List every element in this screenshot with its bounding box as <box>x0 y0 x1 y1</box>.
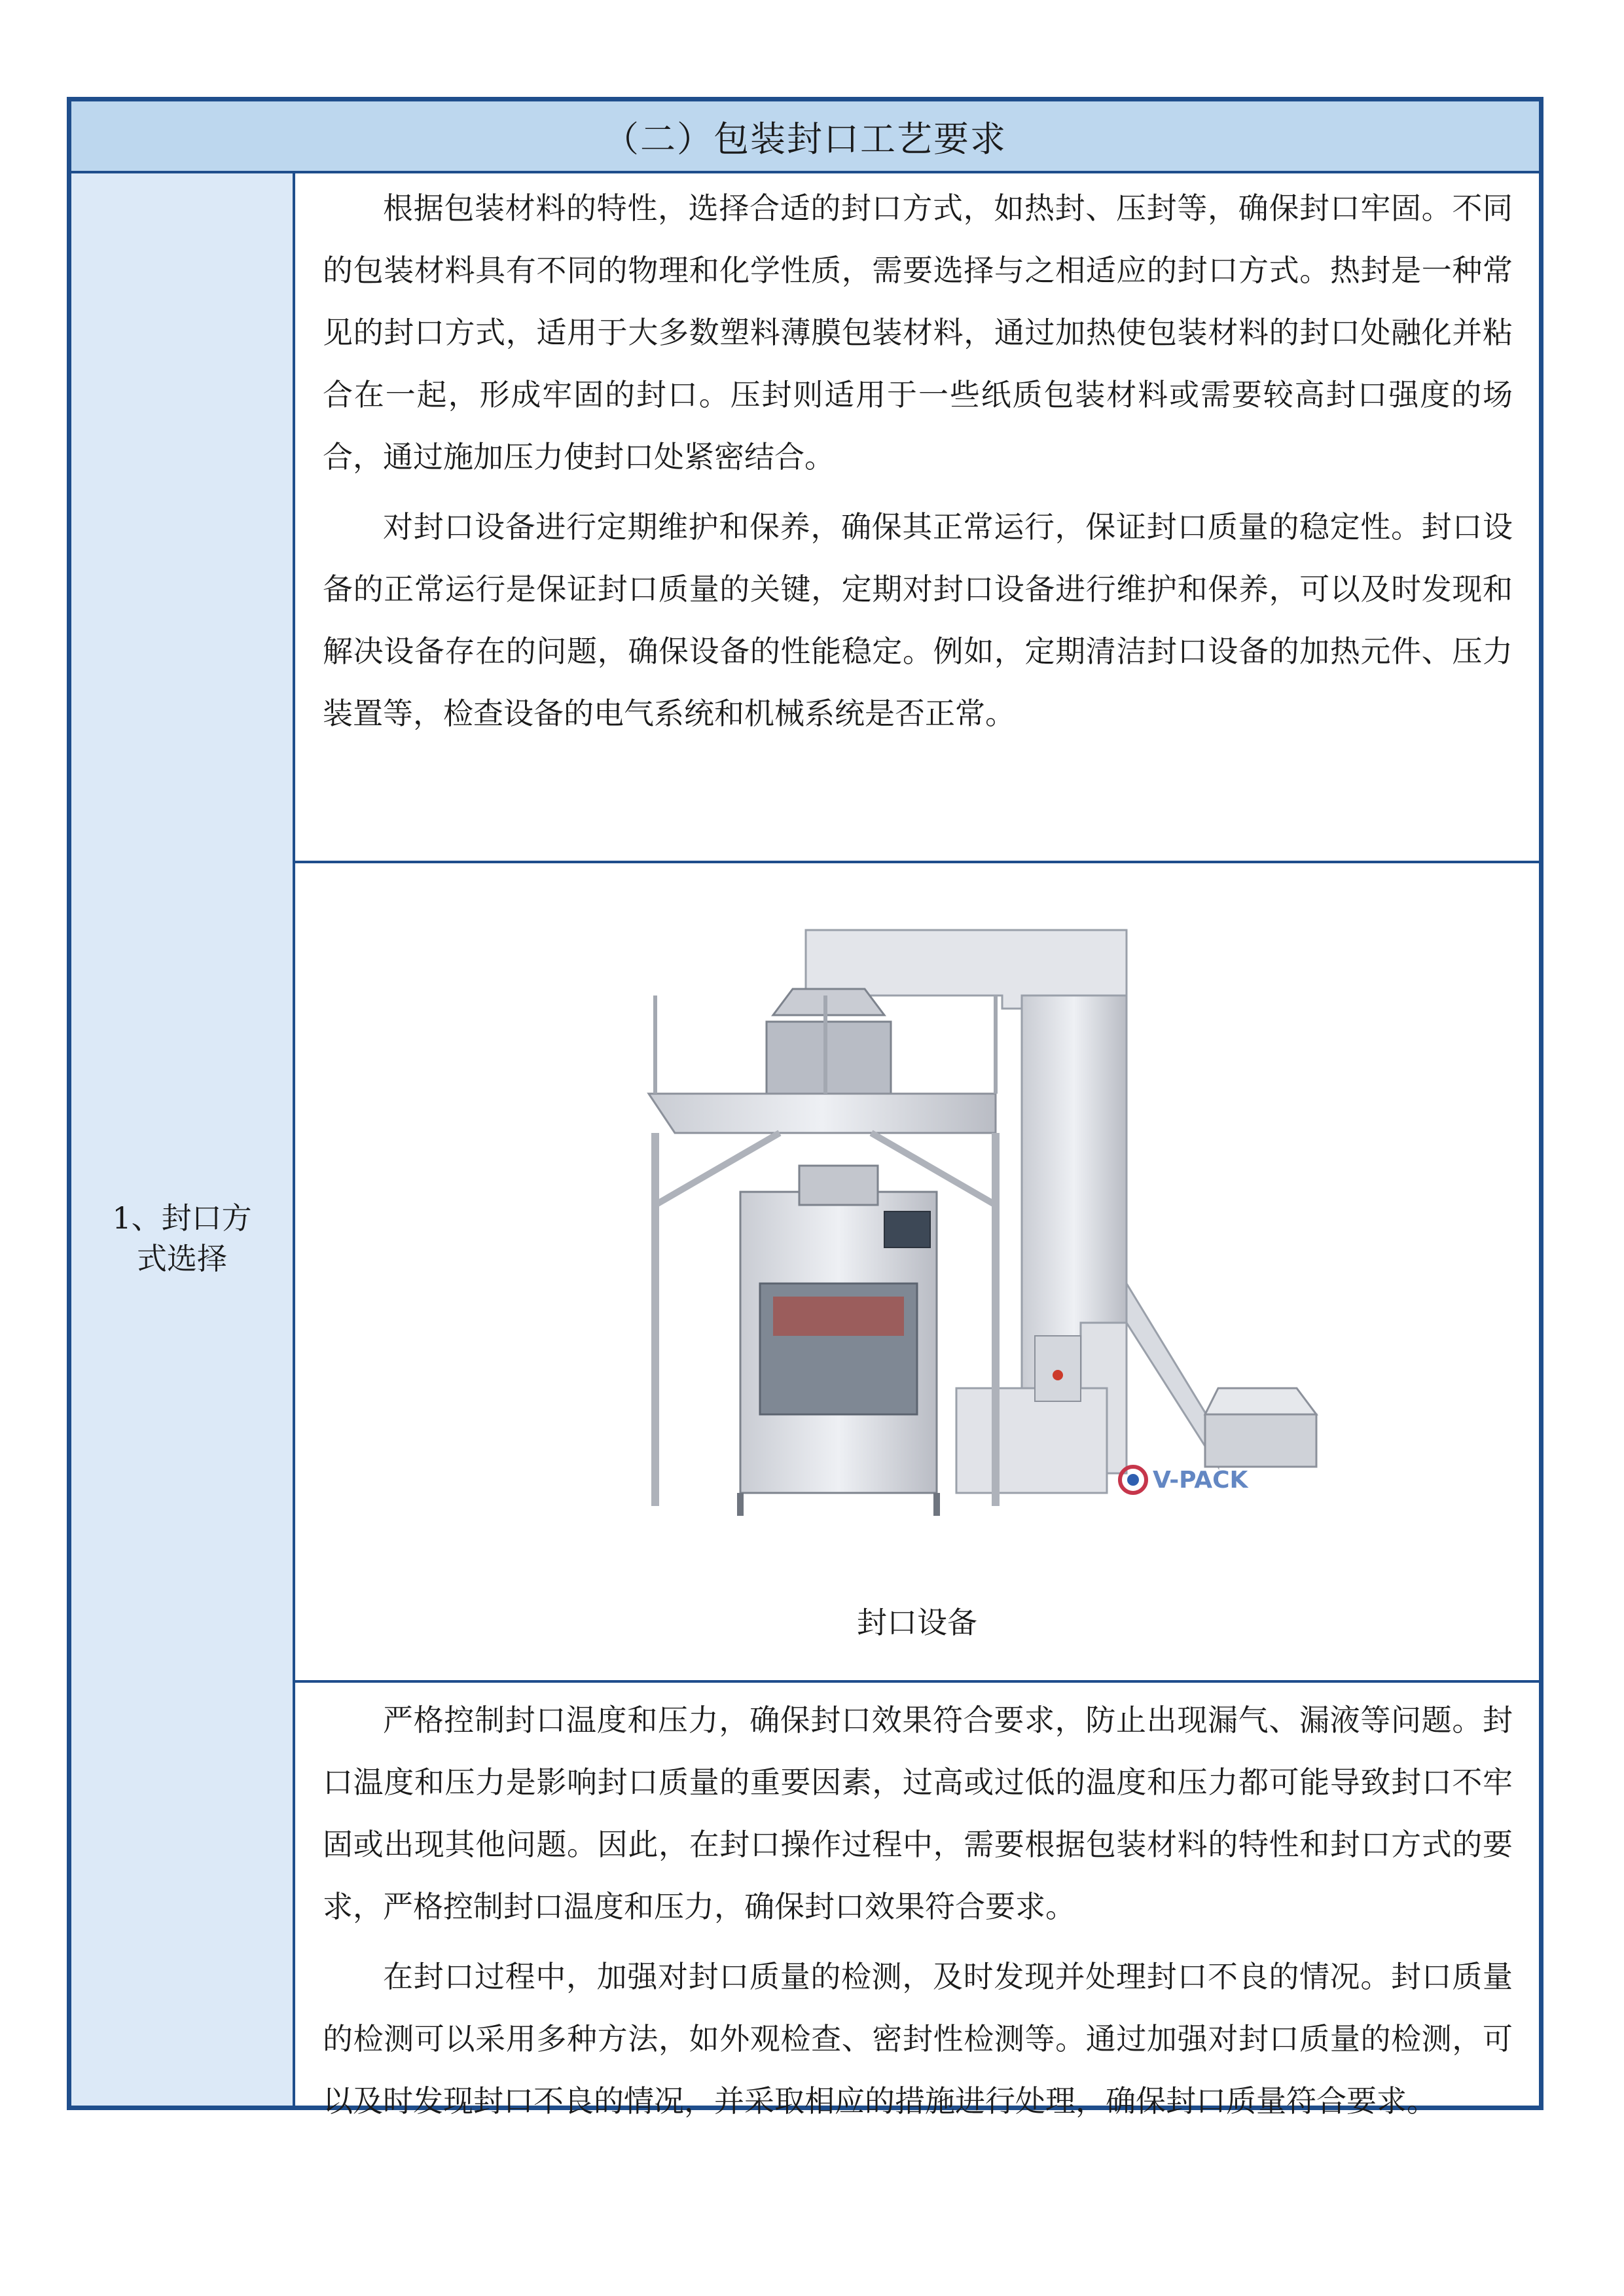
figure-caption: 封口设备 <box>857 1605 977 1640</box>
vpack-watermark <box>1120 1467 1249 1494</box>
process-table <box>67 97 1543 2119</box>
label-column <box>71 173 295 2106</box>
text-block-2 <box>295 1685 1539 2119</box>
row-label-line1: 1、封口方 <box>112 1200 252 1236</box>
row-label-line2: 式选择 <box>137 1241 227 1276</box>
text-block-1 <box>295 173 1539 863</box>
row-label <box>71 1198 293 1279</box>
paragraph: 在封口过程中，加强对封口质量的检测，及时发现并处理封口不良的情况。封口质量的检测可以采用多种方法，如外观检查、密封性检测等。通过加强对封口质量的检测，可以及时发现封口不良的情况，并采取相应的措施进行处理，确保封口质量符合要求。 <box>323 1959 1513 2119</box>
section-title: （二）包装封口工艺要求 <box>71 101 1539 173</box>
figure-cell <box>295 866 1539 1683</box>
packing-machine <box>740 1166 937 1516</box>
paragraph: 根据包装材料的特性，选择合适的封口方式，如热封、压封等，确保封口牢固。不同的包装材料具有不同的物理和化学性质，需要选择与之相适应的封口方式。热封是一种常见的封口方式，适用于大多数塑料薄膜包装材料，通过加热使包装材料的封口处融化并粘合在一起，形成牢固的封口。压封则适用于一些纸质包装材料或需要较高封口强度的场合，通过施加压力使封口处紧密结合。 <box>323 190 1513 475</box>
paragraph: 严格控制封口温度和压力，确保封口效果符合要求，防止出现漏气、漏液等问题。封口温度和压力是影响封口质量的重要因素，过高或过低的温度和压力都可能导致封口不牢固或出现其他问题。因此，在封口操作过程中，需要根据包装材料的特性和封口方式的要求，严格控制封口温度和压力，确保封口效果符合要求。 <box>323 1702 1513 1924</box>
paragraph: 对封口设备进行定期维护和保养，确保其正常运行，保证封口质量的稳定性。封口设备的正常运行是保证封口质量的关键，定期对封口设备进行维护和保养，可以及时发现和解决设备存在的问题，确保设备的性能稳定。例如，定期清洁封口设备的加热元件、压力装置等，检查设备的电气系统和机械系统是否正常。 <box>323 509 1513 731</box>
weigher-platform <box>649 989 996 1133</box>
watermark-text: V-PACK <box>1153 1467 1248 1494</box>
sealing-machine-photo <box>629 917 1382 1545</box>
